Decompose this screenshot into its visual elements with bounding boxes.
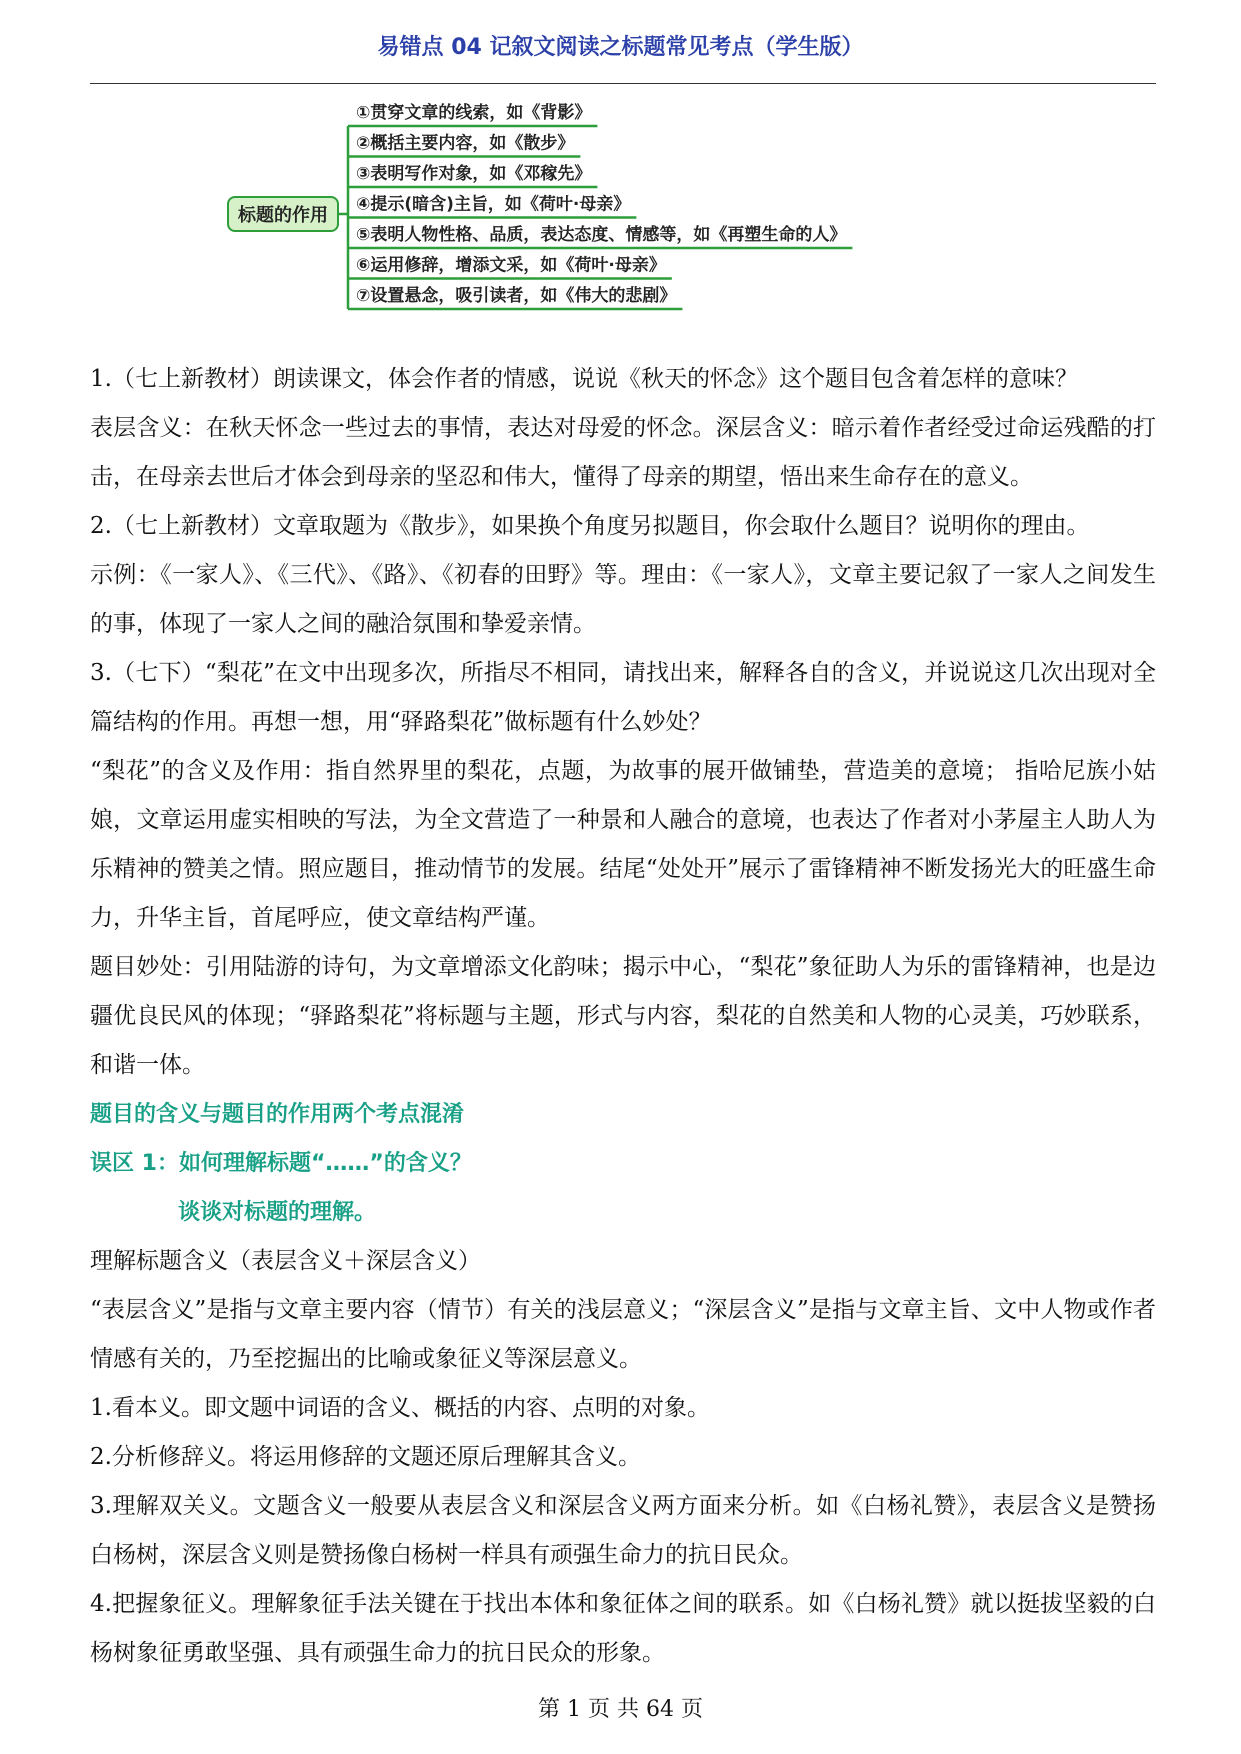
mindmap-branch-1: ①贯穿文章的线索，如《背影》 (356, 103, 592, 123)
method-3: 3.理解双关义。文题含义一般要从表层含义和深层含义两方面来分析。如《白杨礼赞》，表层含义是赞扬白杨树，深层含义则是赞扬像白杨树一样具有顽强生命力的抗日民众。 (90, 1493, 1156, 1568)
question-3: 3.（七下）“梨花”在文中出现多次，所指尽不相同，请找出来，解释各自的含义，并说说这几次出现对全篇结构的作用。再想一想，用“驿路梨花”做标题有什么妙处？ (90, 660, 1156, 735)
question-1: 1.（七上新教材）朗读课文，体会作者的情感，说说《秋天的怀念》这个题目包含着怎样的意味？ (90, 366, 1078, 392)
header-divider (90, 83, 1156, 84)
main-content (90, 355, 1156, 1678)
mindmap-branch-5: ⑤表明人物性格、品质，表达态度、情感等，如《再塑生命的人》 (356, 225, 847, 245)
question-2: 2.（七上新教材）文章取题为《散步》，如果换个角度另拟题目，你会取什么题目？说明你的理由。 (90, 513, 1090, 539)
method-4: 4.把握象征义。理解象征手法关键在于找出本体和象征体之间的联系。如《白杨礼赞》就以挺拔坚毅的白杨树象征勇敢坚强、具有顽强生命力的抗日民众的形象。 (90, 1591, 1156, 1666)
confusion-heading: 题目的含义与题目的作用两个考点混淆 (90, 1102, 465, 1127)
answer-2: 示例：《一家人》、《三代》、《路》、《初春的田野》等。理由：《一家人》，文章主要记叙了一家人之间发生的事，体现了一家人之间的融洽氛围和挚爱亲情。 (90, 562, 1156, 637)
page-header-title: 易错点 04 记叙文阅读之标题常见考点（学生版） (377, 35, 864, 60)
mindmap-root-label: 标题的作用 (238, 205, 328, 226)
page-footer: 第 1 页 共 64 页 (538, 1697, 703, 1722)
explain-definition: “表层含义”是指与文章主要内容（情节）有关的浅层意义；“深层含义”是指与文章主旨、文中人物或作者情感有关的，乃至挖掘出的比喻或象征义等深层意义。 (90, 1297, 1156, 1372)
explain-heading: 理解标题含义（表层含义＋深层含义） (90, 1248, 481, 1274)
mindmap-branch-2: ②概括主要内容，如《散步》 (356, 133, 575, 154)
answer-3-meaning: “梨花”的含义及作用：指自然界里的梨花，点题，为故事的展开做铺垫，营造美的意境； 指哈尼族小姑娘，文章运用虚实相映的写法，为全文营造了一种景和人融合的意境，也表达了作者对小茅屋主人助人为乐精神的赞美之情。照应题目，推动情节的发展。结尾“处处开”展示了雷锋精神不断发扬光大的旺盛生命力，升华主旨，首尾呼应，使文章结构严谨。 (90, 758, 1156, 931)
answer-3-merit: 题目妙处：引用陆游的诗句，为文章增添文化韵味；揭示中心，“梨花”象征助人为乐的雷锋精神，也是边疆优良民风的体现；“驿路梨花”将标题与主题，形式与内容，梨花的自然美和人物的心灵美，巧妙联系，和谐一体。 (90, 954, 1156, 1078)
misconception-title: 误区 1：如何理解标题“……”的含义？ (90, 1151, 472, 1176)
misconception-subtitle: 谈谈对标题的理解。 (178, 1200, 377, 1225)
mindmap-branch-7: ⑦设置悬念，吸引读者，如《伟大的悲剧》 (356, 286, 677, 306)
title-function-mindmap (238, 96, 1000, 341)
mindmap-branch-6: ⑥运用修辞，增添文采，如《荷叶·母亲》 (356, 255, 666, 276)
answer-1: 表层含义：在秋天怀念一些过去的事情，表达对母爱的怀念。深层含义：暗示着作者经受过命运残酷的打击，在母亲去世后才体会到母亲的坚忍和伟大，懂得了母亲的期望，悟出来生命存在的意义。 (90, 415, 1156, 490)
method-1: 1.看本义。即文题中词语的含义、概括的内容、点明的对象。 (90, 1395, 710, 1421)
mindmap-branch-4: ④提示(暗含)主旨，如《荷叶·母亲》 (356, 194, 631, 215)
method-2: 2.分析修辞义。将运用修辞的文题还原后理解其含义。 (90, 1444, 641, 1470)
mindmap-branch-3: ③表明写作对象，如《邓稼先》 (356, 164, 592, 184)
